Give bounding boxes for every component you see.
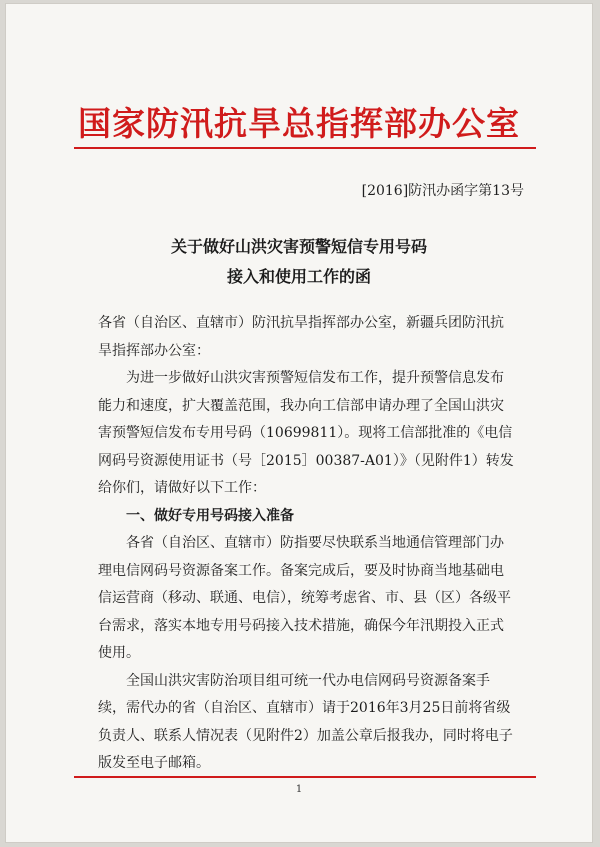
letterhead-title: 国家防汛抗旱总指挥部办公室 (78, 104, 520, 143)
document-body (98, 310, 516, 778)
subject-line-1: 关于做好山洪灾害预警短信专用号码 (170, 237, 427, 256)
footer-red-rule (74, 776, 536, 778)
document-number: [2016]防汛办函字第13号 (361, 183, 524, 199)
section-heading-1: 一、做好专用号码接入准备 (126, 507, 294, 524)
letterhead-red-rule (74, 147, 536, 149)
paragraph-section1-b: 全国山洪灾害防治项目组可统一代办电信网码号资源备案手续，需代办的省（自治区、直辖市）请于2016年3月25日前将省级负责人、联系人情况表（见附件2）加盖公章后报我办，同时将电子版发至电子邮箱。 (98, 672, 513, 771)
document-page (6, 4, 592, 842)
page-number: 1 (295, 784, 303, 795)
paragraph-intro: 为进一步做好山洪灾害预警短信发布工作，提升预警信息发布能力和速度，扩大覆盖范围，我办向工信部申请办理了全国山洪灾害预警短信发布专用号码（10699811）。现将工信部批准的《电信网码号资源使用证书（号［2015］00387-A01）》（见附件1）转发给你们，请做好以下工作： (98, 370, 514, 496)
paragraph-section1-a: 各省（自治区、直辖市）防指要尽快联系当地通信管理部门办理电信网码号资源备案工作。备案完成后，要及时协商当地基础电信运营商（移动、联通、电信），统筹考虑省、市、县（区）各级平台需求，落实本地专用号码接入技术措施，确保今年汛期投入正式使用。 (98, 535, 511, 661)
document-subject (6, 232, 592, 292)
subject-line-2: 接入和使用工作的函 (226, 267, 371, 286)
salutation: 各省（自治区、直辖市）防汛抗旱指挥部办公室，新疆兵团防汛抗旱指挥部办公室： (98, 315, 504, 359)
